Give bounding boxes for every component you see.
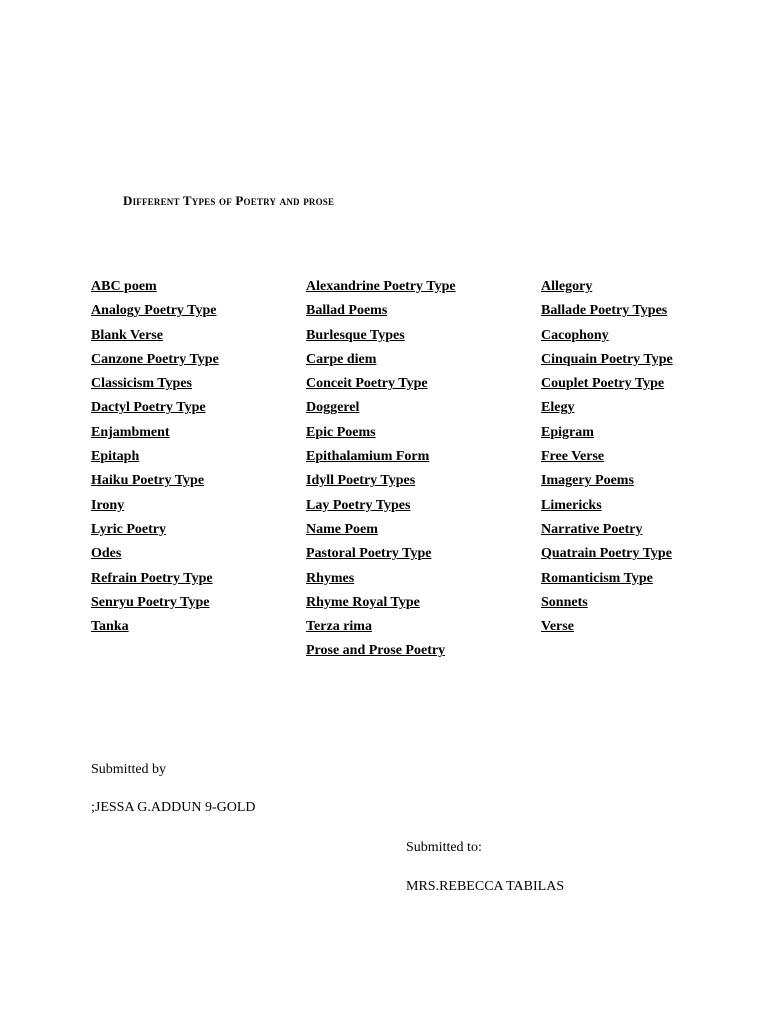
poetry-link[interactable]: Canzone Poetry Type xyxy=(91,351,219,367)
document-title: Different Types of Poetry and prose xyxy=(123,193,335,208)
poetry-link[interactable]: Lay Poetry Types xyxy=(306,497,411,513)
poetry-link[interactable]: Verse xyxy=(541,619,574,635)
poetry-link[interactable]: Cinquain Poetry Type xyxy=(541,351,673,367)
poetry-link[interactable]: Blank Verse xyxy=(91,327,163,343)
poetry-link[interactable]: Narrative Poetry xyxy=(541,521,643,537)
poetry-link[interactable]: Burlesque Types xyxy=(306,327,405,343)
poetry-link[interactable]: Doggerel xyxy=(306,400,360,416)
poetry-link[interactable]: Prose and Prose Poetry xyxy=(306,643,446,659)
poetry-link[interactable]: Epithalamium Form xyxy=(306,449,430,465)
poetry-link[interactable]: Quatrain Poetry Type xyxy=(541,546,672,562)
poetry-link[interactable]: Allegory xyxy=(541,279,593,294)
poetry-link[interactable]: Terza rima xyxy=(306,619,372,635)
poetry-link[interactable]: Ballad Poems xyxy=(306,303,388,319)
poetry-link[interactable]: Haiku Poetry Type xyxy=(91,473,205,489)
poetry-link[interactable]: Dactyl Poetry Type xyxy=(91,400,206,416)
poetry-column-2 xyxy=(306,278,456,667)
submitted-by-name: ;JESSA G.ADDUN 9-GOLD xyxy=(91,800,256,815)
poetry-link[interactable]: Classicism Types xyxy=(91,376,192,392)
poetry-link[interactable]: Odes xyxy=(91,546,122,562)
submitted-to-name: MRS.REBECCA TABILAS xyxy=(406,879,565,894)
poetry-link[interactable]: Epic Poems xyxy=(306,424,376,440)
poetry-link[interactable]: Free Verse xyxy=(541,449,605,465)
poetry-link[interactable]: Sonnets xyxy=(541,594,588,610)
poetry-link[interactable]: Epigram xyxy=(541,424,594,440)
poetry-link[interactable]: Enjambment xyxy=(91,424,170,440)
poetry-link[interactable]: ABC poem xyxy=(91,279,157,294)
poetry-link[interactable]: Conceit Poetry Type xyxy=(306,376,428,392)
poetry-column-1 xyxy=(91,278,219,642)
poetry-link[interactable]: Name Poem xyxy=(306,521,378,537)
poetry-link[interactable]: Pastoral Poetry Type xyxy=(306,546,432,562)
poetry-link[interactable]: Couplet Poetry Type xyxy=(541,376,665,392)
poetry-link[interactable]: Alexandrine Poetry Type xyxy=(306,279,456,294)
poetry-link[interactable]: Analogy Poetry Type xyxy=(91,303,217,319)
poetry-link[interactable]: Romanticism Type xyxy=(541,570,653,586)
poetry-link[interactable]: Rhyme Royal Type xyxy=(306,594,420,610)
poetry-link[interactable]: Lyric Poetry xyxy=(91,521,167,537)
poetry-link[interactable]: Refrain Poetry Type xyxy=(91,570,213,586)
poetry-link[interactable]: Elegy xyxy=(541,400,575,416)
poetry-link[interactable]: Epitaph xyxy=(91,449,140,465)
poetry-link[interactable]: Irony xyxy=(91,497,125,513)
poetry-link[interactable]: Cacophony xyxy=(541,327,609,343)
submitted-by-label: Submitted by xyxy=(91,762,167,777)
poetry-link[interactable]: Limericks xyxy=(541,497,602,513)
poetry-column-3 xyxy=(541,278,673,642)
poetry-link[interactable]: Senryu Poetry Type xyxy=(91,594,210,610)
submitted-to-label: Submitted to: xyxy=(406,840,482,855)
poetry-link[interactable]: Idyll Poetry Types xyxy=(306,473,416,489)
poetry-link[interactable]: Ballade Poetry Types xyxy=(541,303,668,319)
poetry-link[interactable]: Rhymes xyxy=(306,570,355,586)
poetry-link[interactable]: Carpe diem xyxy=(306,351,377,367)
poetry-link[interactable]: Imagery Poems xyxy=(541,473,634,489)
poetry-link[interactable]: Tanka xyxy=(91,619,129,635)
